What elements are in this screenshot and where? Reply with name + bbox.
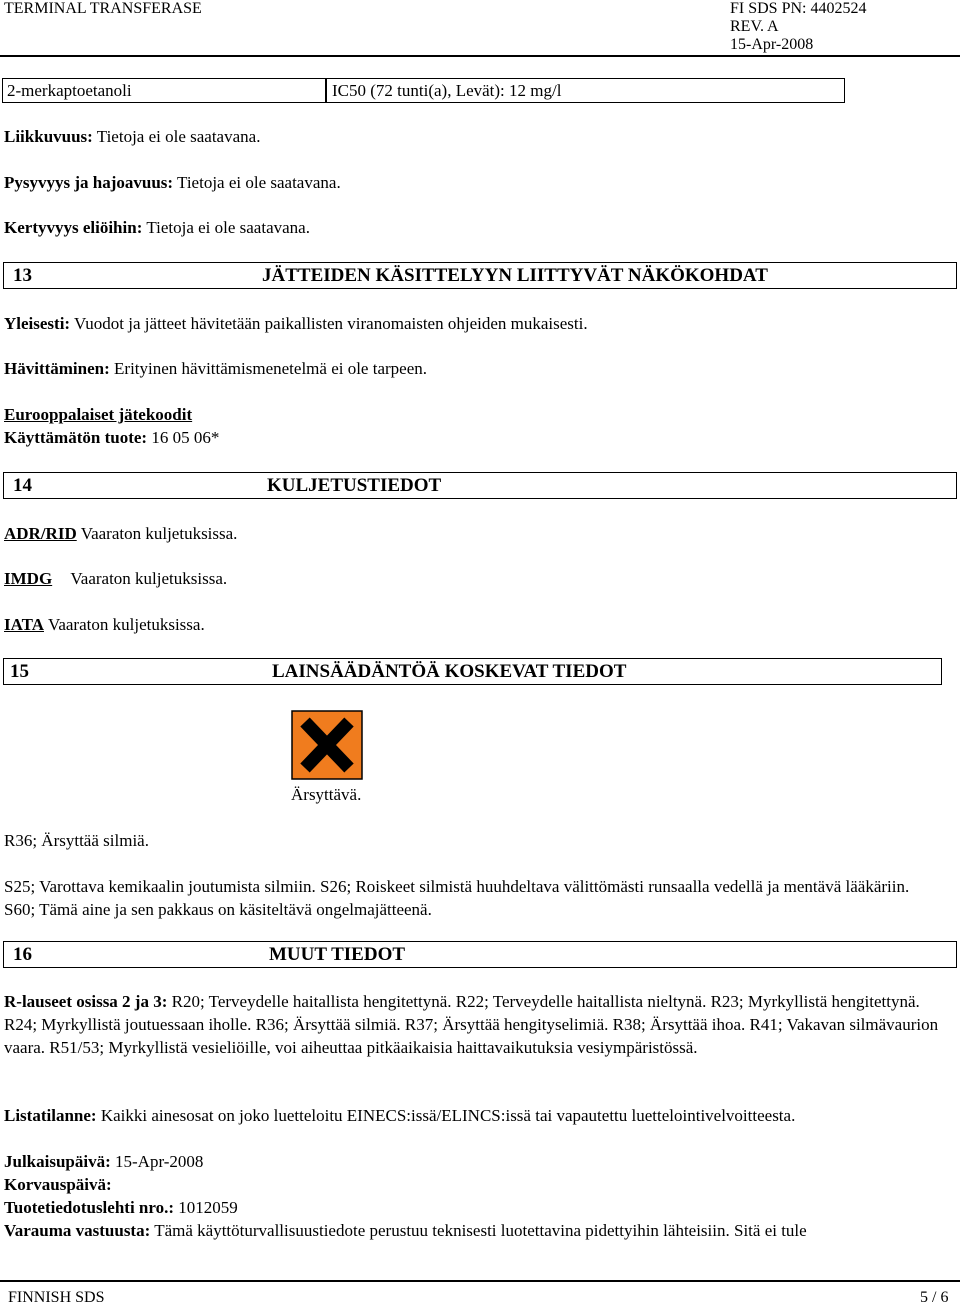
- iata-line: [4, 614, 205, 636]
- mobility-label: Liikkuvuus:: [4, 127, 93, 146]
- publication-date-label: Julkaisupäivä:: [4, 1152, 111, 1171]
- eu-waste-codes-heading: Eurooppalaiset jätekoodit: [4, 405, 193, 424]
- section-14-heading-box: [3, 472, 957, 499]
- product-number-label: Tuotetiedotuslehti nro.:: [4, 1198, 175, 1217]
- r-phrases-paragraph: [4, 990, 949, 1059]
- publication-date-value: 15-Apr-2008: [115, 1152, 204, 1171]
- unused-product-value: 16 05 06*: [151, 428, 220, 447]
- r-phrases-value: R20; Terveydelle haitallista hengitettynä. R22; Terveydelle haitallista nieltynä. R23; Myrkyllistä hengitettynä. R24; Myrkyllistä joutuessaan iholle. R36; Ärsyttää silmiä. R37; Ärsyttää hengityselimiä. R38; Ärsyttää ihoa. R41; Vakavan silmävaurion vaara. R51/53; Myrkyllistä vesieliöille, voi aiheuttaa pitkäaikaisia haittavaikutuksia vesiympäristössä.: [4, 992, 939, 1057]
- publication-date-line: [4, 1151, 203, 1173]
- section-15-title: LAINSÄÄDÄNTÖÄ KOSKEVAT TIEDOT: [272, 661, 627, 682]
- toxicity-substance: 2-merkaptoetanoli: [7, 81, 132, 100]
- section-15-number: 15: [10, 661, 29, 682]
- product-number-value: 1012059: [178, 1198, 238, 1217]
- imdg-line: [4, 568, 227, 590]
- section-13-title: JÄTTEIDEN KÄSITTELYYN LIITTYVÄT NÄKÖKOHDAT: [262, 265, 768, 286]
- bioaccumulation-value: Tietoja ei ole saatavana.: [146, 218, 310, 237]
- section-13-number: 13: [13, 265, 32, 286]
- adr-label: ADR/RID: [4, 524, 77, 543]
- header-sds-number: FI SDS PN: 4402524: [730, 0, 867, 17]
- disclaimer-line: [4, 1220, 807, 1242]
- persistence-value: Tietoja ei ole saatavana.: [177, 173, 341, 192]
- section-16-heading-box: [3, 941, 957, 968]
- header-rule: [0, 55, 960, 57]
- unused-product-line: [4, 427, 219, 449]
- adr-value: Vaaraton kuljetuksissa.: [80, 524, 238, 543]
- toxicity-value: IC50 (72 tunti(a), Levät): 12 mg/l: [332, 81, 562, 100]
- persistence-label: Pysyvyys ja hajoavuus:: [4, 173, 174, 192]
- disposal-label: Hävittäminen:: [4, 359, 110, 378]
- r-phrases-label: R-lauseet osissa 2 ja 3:: [4, 992, 168, 1011]
- irritant-pictogram-icon: [291, 710, 363, 780]
- bioaccumulation-line: [4, 217, 310, 239]
- general-disposal-line: [4, 313, 588, 335]
- list-status-value: Kaikki ainesosat on joko luetteloitu EINECS:issä/ELINCS:issä tai vapautettu luettelointivelvoitteesta.: [100, 1106, 796, 1125]
- iata-value: Vaaraton kuljetuksissa.: [47, 615, 205, 634]
- general-label: Yleisesti:: [4, 314, 71, 333]
- list-status-label: Listatilanne:: [4, 1106, 97, 1125]
- disposal-line: [4, 358, 427, 380]
- footer-rule: [0, 1280, 960, 1282]
- revision-date-label: Korvauspäivä:: [4, 1175, 112, 1194]
- persistence-line: [4, 172, 341, 194]
- iata-label: IATA: [4, 615, 44, 634]
- s-phrases: S25; Varottava kemikaalin joutumista silmiin. S26; Roiskeet silmistä huuhdeltava välittömästi runsaalla vedellä ja mentävä lääkäriin. S60; Tämä aine ja sen pakkaus on käsiteltävä ongelmajätteenä.: [4, 877, 910, 919]
- product-number-line: [4, 1197, 238, 1219]
- section-14-number: 14: [13, 475, 32, 496]
- imdg-value: Vaaraton kuljetuksissa.: [70, 569, 228, 588]
- mobility-value: Tietoja ei ole saatavana.: [96, 127, 261, 146]
- mobility-line: [4, 126, 260, 148]
- disclaimer-value: Tämä käyttöturvallisuustiedote perustuu teknisesti luotettavina pidettyihin lähteisiin. Sitä ei tule: [154, 1221, 807, 1240]
- pictogram-caption: Ärsyttävä.: [291, 785, 362, 804]
- header-revision: REV. A: [730, 18, 779, 35]
- r-phrase: R36; Ärsyttää silmiä.: [4, 831, 149, 850]
- bioaccumulation-label: Kertyvyys eliöihin:: [4, 218, 143, 237]
- disclaimer-label: Varauma vastuusta:: [4, 1221, 151, 1240]
- footer-document-type: FINNISH SDS: [8, 1289, 105, 1306]
- section-16-title: MUUT TIEDOT: [269, 944, 406, 965]
- section-16-number: 16: [13, 944, 32, 965]
- disposal-value: Erityinen hävittämismenetelmä ei ole tarpeen.: [114, 359, 427, 378]
- table-divider: [325, 79, 327, 102]
- footer-page-number: 5 / 6: [920, 1289, 949, 1306]
- list-status-line: [4, 1105, 795, 1127]
- header-date: 15-Apr-2008: [730, 36, 814, 53]
- imdg-label: IMDG: [4, 569, 53, 588]
- unused-product-label: Käyttämätön tuote:: [4, 428, 148, 447]
- general-value: Vuodot ja jätteet hävitetään paikallisten viranomaisten ohjeiden mukaisesti.: [74, 314, 588, 333]
- adr-line: [4, 523, 237, 545]
- header-product-name: TERMINAL TRANSFERASE: [4, 0, 202, 17]
- section-14-title: KULJETUSTIEDOT: [267, 475, 442, 496]
